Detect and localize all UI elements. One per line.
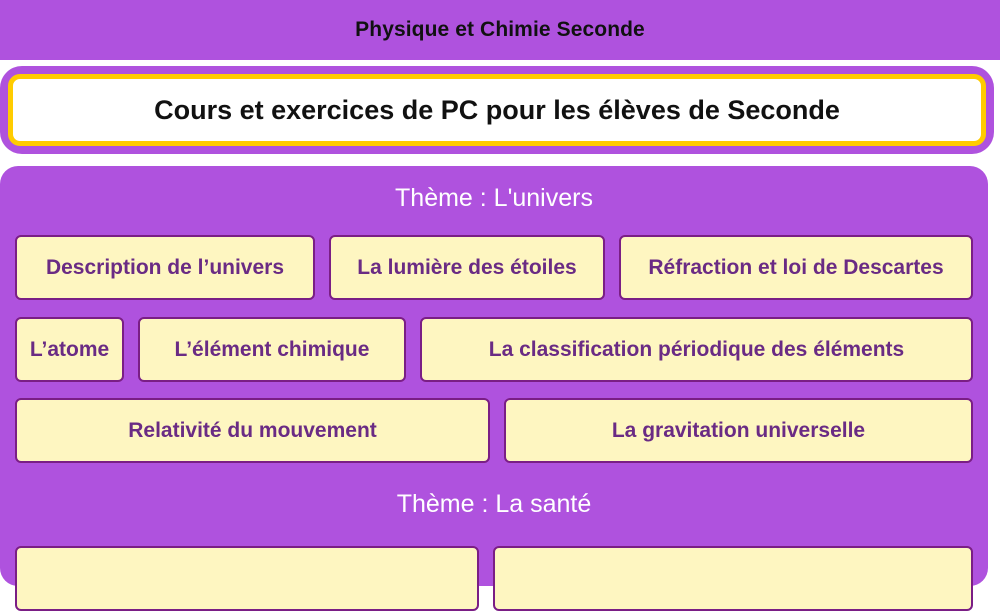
course-button-atome[interactable]: L’atome	[15, 317, 124, 382]
course-button-relativite-mouvement[interactable]: Relativité du mouvement	[15, 398, 490, 463]
banner	[0, 66, 994, 154]
theme-title-univers: Thème : L'univers	[395, 184, 593, 212]
top-bar	[0, 0, 1000, 60]
course-button-refraction-descartes[interactable]: Réfraction et loi de Descartes	[619, 235, 973, 300]
theme-title-sante: Thème : La santé	[396, 490, 592, 518]
course-button-classification-periodique[interactable]: La classification périodique des éléments	[420, 317, 973, 382]
course-button-sante-2[interactable]	[493, 546, 973, 611]
banner-box	[8, 74, 986, 146]
course-button-gravitation-universelle[interactable]: La gravitation universelle	[504, 398, 973, 463]
course-button-description-univers[interactable]: Description de l’univers	[15, 235, 315, 300]
course-button-lumiere-etoiles[interactable]: La lumière des étoiles	[329, 235, 605, 300]
app-title: Physique et Chimie Seconde	[355, 18, 645, 41]
banner-text: Cours et exercices de PC pour les élèves de Seconde	[154, 94, 840, 125]
themes-panel	[0, 166, 988, 586]
course-button-element-chimique[interactable]: L’élément chimique	[138, 317, 406, 382]
course-button-sante-1[interactable]	[15, 546, 479, 611]
